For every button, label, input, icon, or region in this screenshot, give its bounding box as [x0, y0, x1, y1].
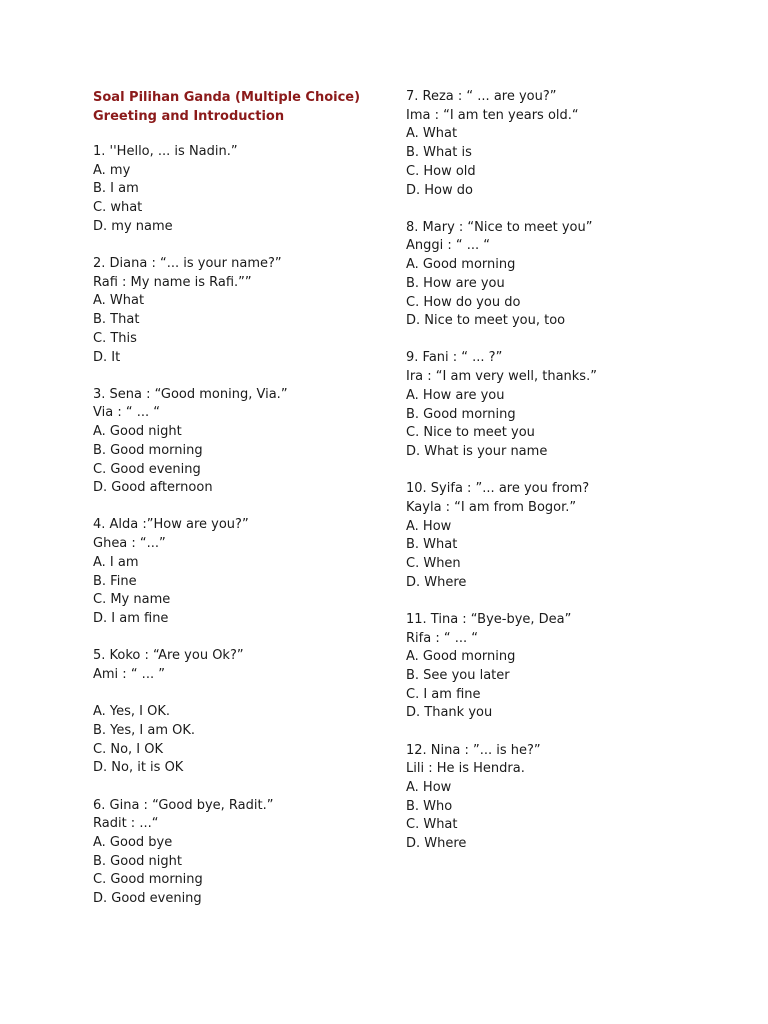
- question-prompt: 9. Fani : “ ... ?”: [406, 350, 503, 366]
- answer-option: D. Where: [406, 574, 467, 590]
- answer-option: B. Good morning: [406, 406, 516, 422]
- answer-option: A. Yes, I OK.: [93, 704, 171, 720]
- answer-option: A. How: [406, 780, 452, 795]
- answer-option: C. How do you do: [406, 294, 521, 310]
- answer-option: A. Good morning: [406, 649, 516, 665]
- question-response-line: Ami : “ ... ”: [93, 666, 165, 682]
- question-response-line: Kayla : “I am from Bogor.”: [406, 499, 577, 515]
- question-response-line: Rafi : My name is Rafi.””: [93, 274, 252, 290]
- question-q12: [406, 742, 706, 854]
- answer-option: B. What is: [406, 145, 472, 161]
- question-response-line: Rifa : “ ... “: [406, 630, 478, 646]
- answer-option: D. Good afternoon: [93, 480, 213, 496]
- question-prompt: 10. Syifa : ”... are you from?: [406, 481, 590, 497]
- right-question-list: [406, 88, 706, 854]
- answer-option: B. What: [406, 537, 458, 553]
- question-response-line: Lili : He is Hendra.: [406, 761, 525, 777]
- answer-option: A. What: [406, 126, 458, 142]
- question-q9: [406, 349, 706, 461]
- question-prompt: 3. Sena : “Good moning, Via.”: [93, 386, 288, 402]
- question-q7: [406, 88, 706, 200]
- answer-option: A. What: [93, 293, 145, 309]
- answer-option: D. How do: [406, 182, 473, 198]
- question-prompt: 6. Gina : “Good bye, Radit.”: [93, 797, 274, 813]
- answer-option: C. Good morning: [93, 872, 203, 888]
- answer-option: B. Good night: [93, 853, 182, 869]
- answer-option: C. My name: [93, 592, 171, 608]
- answer-option: D. my name: [93, 218, 173, 234]
- question-response-line: Anggi : “ ... “: [406, 238, 491, 254]
- question-q8: [406, 219, 706, 331]
- answer-option: C. Nice to meet you: [406, 425, 535, 441]
- answer-option: B. See you later: [406, 667, 510, 683]
- question-q6: [93, 797, 393, 909]
- answer-option: D. Nice to meet you, too: [406, 313, 566, 329]
- blank-line: [93, 685, 393, 704]
- answer-option: D. Thank you: [406, 705, 493, 721]
- answer-option: C. what: [93, 200, 143, 216]
- answer-option: A. my: [93, 162, 131, 178]
- answer-option: B. That: [93, 312, 140, 328]
- question-q1: [93, 143, 393, 237]
- question-prompt: 5. Koko : “Are you Ok?”: [93, 648, 244, 664]
- question-q3: [93, 386, 393, 498]
- question-response-line: Ira : “I am very well, thanks.”: [406, 369, 597, 385]
- answer-option: D. Where: [406, 836, 467, 852]
- answer-option: D. I am fine: [93, 610, 169, 626]
- answer-option: C. When: [406, 555, 461, 571]
- question-prompt: 1. ''Hello, ... is Nadin.”: [93, 144, 238, 159]
- answer-option: B. Fine: [93, 573, 137, 589]
- answer-option: B. Who: [406, 798, 453, 814]
- answer-option: A. Good morning: [406, 257, 516, 273]
- answer-option: C. I am fine: [406, 686, 481, 702]
- answer-option: C. What: [406, 817, 458, 833]
- question-q4: [93, 516, 393, 628]
- worksheet-title: Soal Pilihan Ganda (Multiple Choice): [93, 90, 361, 105]
- question-q5: [93, 647, 393, 778]
- answer-option: C. No, I OK: [93, 741, 164, 757]
- answer-option: D. Good evening: [93, 891, 202, 907]
- question-prompt: 8. Mary : “Nice to meet you”: [406, 219, 593, 235]
- answer-option: A. Good bye: [93, 834, 173, 850]
- answer-option: C. Good evening: [93, 461, 201, 477]
- question-response-line: Ghea : “...”: [93, 536, 166, 552]
- question-prompt: 12. Nina : ”... is he?”: [406, 742, 541, 758]
- answer-option: A. How: [406, 518, 452, 534]
- answer-option: B. Good morning: [93, 442, 203, 458]
- question-q10: [406, 480, 706, 592]
- question-response-line: Ima : “I am ten years old.“: [406, 107, 579, 123]
- answer-option: B. Yes, I am OK.: [93, 722, 196, 738]
- answer-option: B. I am: [93, 181, 139, 197]
- answer-option: D. No, it is OK: [93, 760, 184, 776]
- question-q2: [93, 255, 393, 367]
- left-column: [93, 88, 393, 927]
- question-response-line: Via : “ ... “: [93, 405, 160, 421]
- answer-option: B. How are you: [406, 275, 505, 291]
- question-q11: [406, 611, 706, 723]
- answer-option: D. It: [93, 349, 121, 365]
- answer-option: C. How old: [406, 163, 476, 179]
- question-response-line: Radit : ...“: [93, 816, 159, 832]
- answer-option: A. Good night: [93, 424, 182, 440]
- answer-option: D. What is your name: [406, 443, 548, 459]
- left-question-list: [93, 143, 393, 909]
- question-prompt: 7. Reza : “ ... are you?”: [406, 89, 557, 104]
- question-prompt: 4. Alda :”How are you?”: [93, 517, 249, 533]
- answer-option: A. How are you: [406, 387, 505, 403]
- question-prompt: 11. Tina : “Bye-bye, Dea”: [406, 611, 572, 627]
- answer-option: C. This: [93, 330, 137, 346]
- answer-option: A. I am: [93, 554, 139, 570]
- right-column: [406, 88, 706, 872]
- question-prompt: 2. Diana : “... is your name?”: [93, 256, 282, 272]
- worksheet-subtitle: Greeting and Introduction: [93, 109, 285, 124]
